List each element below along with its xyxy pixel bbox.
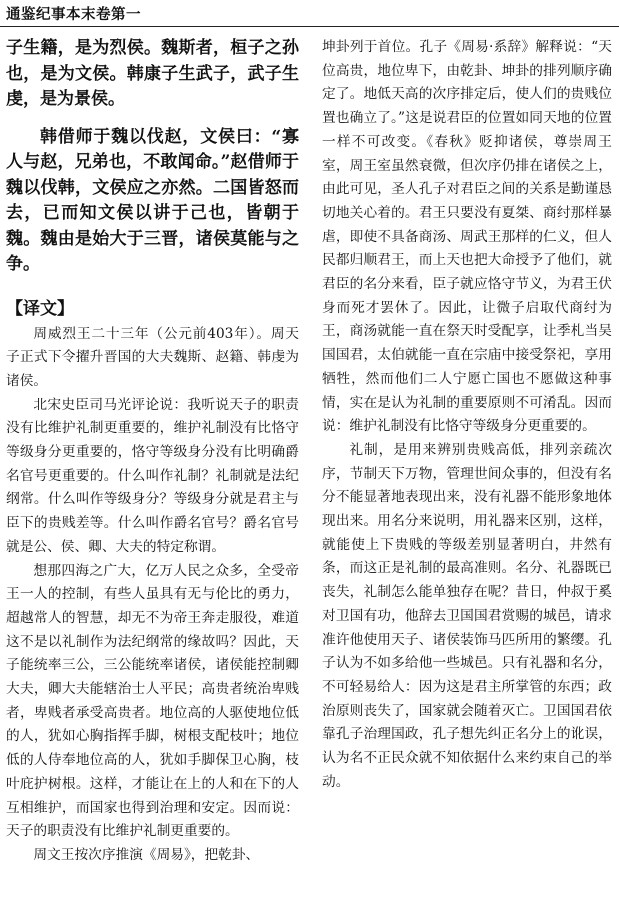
left-column [6,36,299,868]
section-heading: 【译文】 [6,298,74,319]
translation-paragraph: 坤卦列于首位。孔子《周易·系辞》解释说：“天位高贵，地位卑下，由乾卦、坤卦的排列顺序确定了。地低天高的次序排定后，使人们的贵贱位置也确立了。”这是说君臣的位置如同天地的位置一样不可改变。《春秋》贬抑诸侯，尊崇周王室，周王室虽然衰微，但次序仍排在诸侯之上，由此可见，圣人孔子对君臣之间的关系是勤谨恳切地关心着的。君王只要没有夏桀、商纣那样暴虐，即使不具备商汤、周武王那样的仁义，但人民都归顺君王，而上天也把大命授予了他们，就君臣的名分来看，臣子就应恪守节义，为君王伏身而死才罢休了。因此，让微子启取代商纣为王，商汤就能一直在祭天时受配享，让季札当吴国国君，太伯就能一直在宗庙中接受祭祀，享用牺牲，然而他们二人宁愿亡国也不愿做这种事情，实在是认为礼制的重要原则不可淆乱。因而说：维护礼制没有比恪守等级身分更重要的。 [322,39,612,435]
original-paragraph: 韩借师于魏以伐赵，文侯曰：“寡人与赵，兄弟也，不敢闻命。”赵借师于魏以伐韩，文侯应之亦然。二国皆怒而去，已而知文侯以讲于己也，皆朝于魏。魏由是始大于三晋，诸侯莫能与之争。 [6,126,299,274]
original-text [6,36,299,278]
translation-paragraph: 北宋史臣司马光评论说：我听说天子的职责没有比维护礼制更重要的，维护礼制没有比恪守等级身分更重要的，恪守等级身分没有比明确爵名官号更重要的。什么叫作礼制？礼制就是法纪纲常。什么叫作等级身分？等级身分就是君主与臣下的贵贱差等。什么叫作爵名官号？爵名官号就是公、侯、卿、大夫的特定称谓。 [6,396,299,555]
translation-paragraph: 周威烈王二十三年（公元前403年）。周天子正式下令擢升晋国的大夫魏斯、赵籍、韩虔为诸侯。 [6,325,299,389]
translation-paragraph: 周文王按次序推演《周易》，把乾卦、 [33,846,260,863]
original-paragraph: 子生籍，是为烈侯。魏斯者，桓子之孙也，是为文侯。韩康子生武子，武子生虔，是为景侯。 [6,38,299,109]
page-header [0,0,619,27]
right-column [322,36,612,795]
translation-text [322,36,612,795]
translation-text [6,323,299,868]
translation-paragraph: 礼制，是用来辨别贵贱高低，排列亲疏次序，节制天下万物，管理世间众事的，但没有名分不能显著地表现出来，没有礼器不能形象地体现出来。用名分来说明，用礼器来区别，这样，就能使上下贵贱的等级差别显著明白，井然有条，而这正是礼制的最高准则。名分、礼器既已丧失，礼制怎么能单独存在呢？昔日，仲叔于奚对卫国有功，他辞去卫国国君赏赐的城邑，请求准许他使用天子、诸侯装饰马匹所用的繁缨。孔子认为不如多给他一些城邑。只有礼器和名分，不可轻易给人：因为这是君主所掌管的东西；政治原则丧失了，国家就会随着灭亡。卫国国君依靠孔子治理国政，孔子想先纠正名分上的讹误，认为名不正民众就不知依据什么来约束自己的举动。 [322,441,612,790]
translation-paragraph: 想那四海之广大，亿万人民之众多，全受帝王一人的控制，有些人虽具有无与伦比的勇力，超越常人的智慧，却无不为帝王奔走服役，难道这不是以礼制作为法纪纲常的缘故吗？因此，天子能统率三公，三公能统率诸侯，诸侯能控制卿大夫，卿大夫能辖治士人平民；高贵者统治卑贱者，卑贱者承受高贵者。地位高的人驱使地位低的人，犹如心胸指挥手脚，树根支配枝叶；地位低的人侍奉地位高的人，犹如手脚保卫心胸，枝叶庇护树根。这样，才能让在上的人和在下的人互相维护，而国家也得到治理和安定。因而说：天子的职责没有比维护礼制更重要的。 [6,562,299,840]
running-title: 通鉴纪事本末卷第一 [6,7,141,23]
